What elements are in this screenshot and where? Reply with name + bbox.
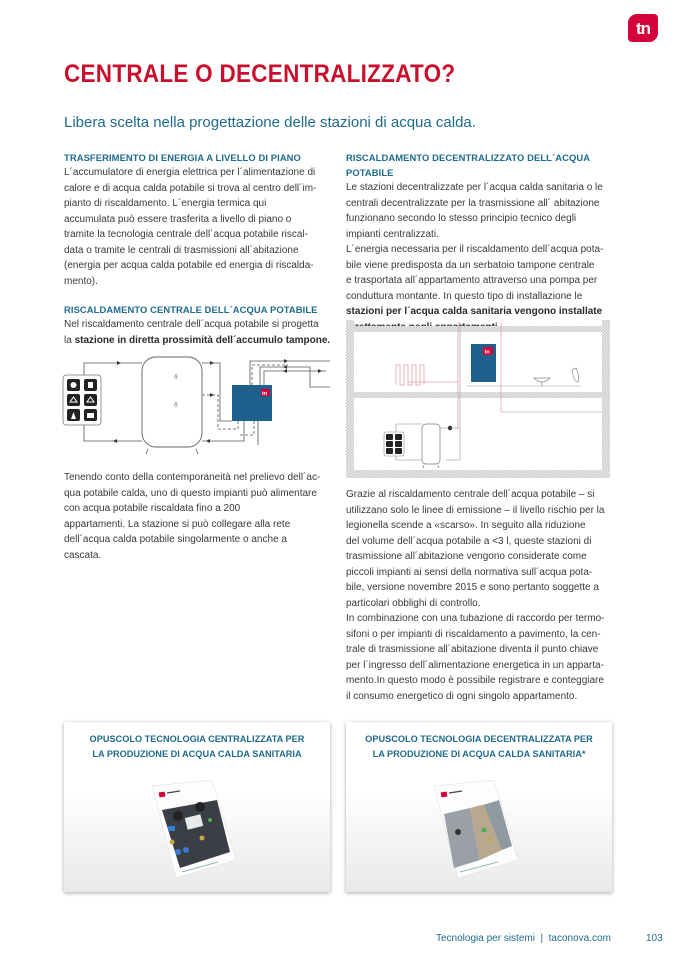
card-title [346, 732, 612, 762]
buffer-tank [142, 357, 202, 454]
text-line: pianto di riscaldamento. L´energia termica qui [64, 198, 267, 209]
svg-text:ϑ: ϑ [174, 402, 178, 409]
text-line: bile viene predisposta da un serbatoio tampone centrale [346, 259, 595, 271]
text-line: dell´acqua calda potabile singolarmente o anche a [64, 534, 287, 545]
sink-icon [534, 378, 550, 382]
bold-text: stazioni per l´acqua calda sanitaria vengono installate [346, 306, 603, 317]
section-heading: TRASFERIMENTO DI ENERGIA A LIVELLO DI PIANO [64, 152, 301, 163]
pipe-supply [84, 363, 142, 375]
text-line: cascata. [64, 549, 102, 561]
page-number: 103 [646, 933, 663, 944]
text-line [64, 333, 339, 349]
card-title-line: OPUSCOLO TECNOLOGIA CENTRALIZZATA PER [89, 734, 305, 744]
text-line: piccoli impianti ai sensi della normativa sull´acqua pota- [346, 566, 593, 578]
page-subtitle: Libera scelta nella progettazione delle stazioni di acqua calda. [64, 114, 476, 131]
text-line: qua potabile calda, uno di questo impianti può alimentare [64, 487, 317, 499]
text-line: L´energia necessaria per il riscaldamento dell´acqua pota- [346, 244, 604, 255]
page-title: CENTRALE O DECENTRALIZZATO? [64, 60, 456, 88]
text-line: del volume dell´acqua potabile a <3 l, queste stazioni di [346, 535, 592, 547]
text-line: calore e di acqua calda potabile si trova al centro dell´im- [64, 182, 317, 194]
buffer-tank [422, 424, 440, 468]
text-line: sifoni o per impianti di riscaldamento a pavimento, la cen- [346, 628, 601, 640]
shower-icon [572, 368, 579, 382]
text-line: per l´ingresso dell´alimentazione energetica in un apparta- [346, 659, 604, 671]
text-line: il consumo energetico di ogni singolo appartamento. [346, 690, 578, 702]
water-station [232, 385, 272, 421]
text-line: tramite la tecnologia centrale dell´acqua potabile riscal- [64, 229, 309, 240]
section-decentralizzato [346, 150, 621, 335]
card-title [64, 732, 330, 762]
text-line: trale di trasmissione all´abitazione diventa il punto chiave [346, 644, 599, 655]
section-body [64, 165, 339, 289]
brochure-cover-image [424, 780, 520, 878]
apartment-station [471, 344, 496, 382]
text-line: legionella scende a «scarso». In seguito alla riduzione [346, 520, 586, 531]
text-line: particolari obblighi di controllo. [346, 597, 481, 609]
section-legionella [346, 487, 621, 704]
text-line: con acqua potabile riscaldata fino a 200 [64, 503, 241, 514]
section-centrale [64, 302, 339, 348]
text-line: appartamenti. La stazione si può collegare alla rete [64, 518, 291, 530]
card-title-line: LA PRODUZIONE DI ACQUA CALDA SANITARIA* [372, 749, 586, 759]
heat-sources-panel [384, 432, 404, 456]
text-fragment: la [64, 334, 75, 346]
text-line: centrali decentralizzate per la trasmissione all´ abitazione [346, 197, 600, 209]
brochure-card-decentralized[interactable] [346, 722, 612, 892]
brochure-card-centralized[interactable] [64, 722, 330, 892]
text-line: mento.In questo modo è possibile registrare e conteggiare [346, 675, 604, 686]
text-line: data o tramite le centrali di trasmissioni all´abitazione [64, 244, 299, 256]
section-heading: RISCALDAMENTO CENTRALE DELL´ACQUA POTABILE [64, 304, 318, 315]
svg-text:ϑ: ϑ [174, 374, 178, 381]
text-line: In combinazione con una tubazione di raccordo per termo- [346, 613, 605, 624]
section-heading: RISCALDAMENTO DECENTRALIZZATO DELL´ACQUA POTABILE [346, 152, 590, 178]
text-line [346, 304, 621, 320]
logo-text: tn [635, 18, 651, 38]
text-line: utilizzano solo le linee di emissione – il livello rischio per la [346, 504, 605, 516]
text-line: e trasportata all´appartamento attraverso una pompa per [346, 275, 598, 286]
heat-sources-panel [63, 375, 101, 425]
section-contemporaneita [64, 470, 339, 563]
svg-text:tn: tn [262, 391, 268, 397]
text-line: conduttura montante. In questo tipo di installazione le [346, 290, 583, 302]
text-line: Le stazioni decentralizzate per l´acqua calda sanitaria o le [346, 182, 603, 193]
pipe-tank-station [202, 363, 232, 421]
text-line: impianti centralizzati. [346, 228, 439, 240]
text-line: Grazie al riscaldamento centrale dell´acqua potabile – si [346, 489, 595, 500]
taconova-logo [628, 14, 658, 42]
central-system-diagram [62, 355, 330, 455]
svg-text:tn: tn [484, 349, 490, 356]
bold-text: stazione in diretta prossimità dell´accumulo tampone. [74, 334, 331, 346]
text-line: (energia per acqua calda potabile ed energia di riscalda- [64, 260, 314, 271]
brochure-cover-image [142, 780, 238, 878]
section-trasferimento [64, 150, 339, 289]
footer-text: Tecnologia per sistemi | taconova.com [436, 933, 611, 944]
text-line: Tenendo conto della contemporaneità nel prelievo dell´ac- [64, 472, 321, 483]
decentralized-building-diagram [346, 320, 610, 478]
text-line: bile, versione novembre 2015 e sono pertanto soggette a [346, 582, 599, 593]
text-line: L´accumulatore di energia elettrica per l´alimentazione di [64, 167, 316, 178]
card-title-line: OPUSCOLO TECNOLOGIA DECENTRALIZZATA PER [365, 734, 593, 744]
pipe-return [84, 425, 142, 441]
text-line: Nel riscaldamento centrale dell´acqua potabile si progetta [64, 319, 319, 330]
card-title-line: LA PRODUZIONE DI ACQUA CALDA SANITARIA [92, 749, 302, 759]
text-line: mento). [64, 275, 98, 287]
text-line: funzionano secondo lo stesso principio tecnico degli [346, 213, 577, 224]
text-line: accumulata può essere trasferita a livello di piano o [64, 213, 292, 225]
text-line: trasmissione all´abitazione vengono considerate come [346, 551, 587, 562]
